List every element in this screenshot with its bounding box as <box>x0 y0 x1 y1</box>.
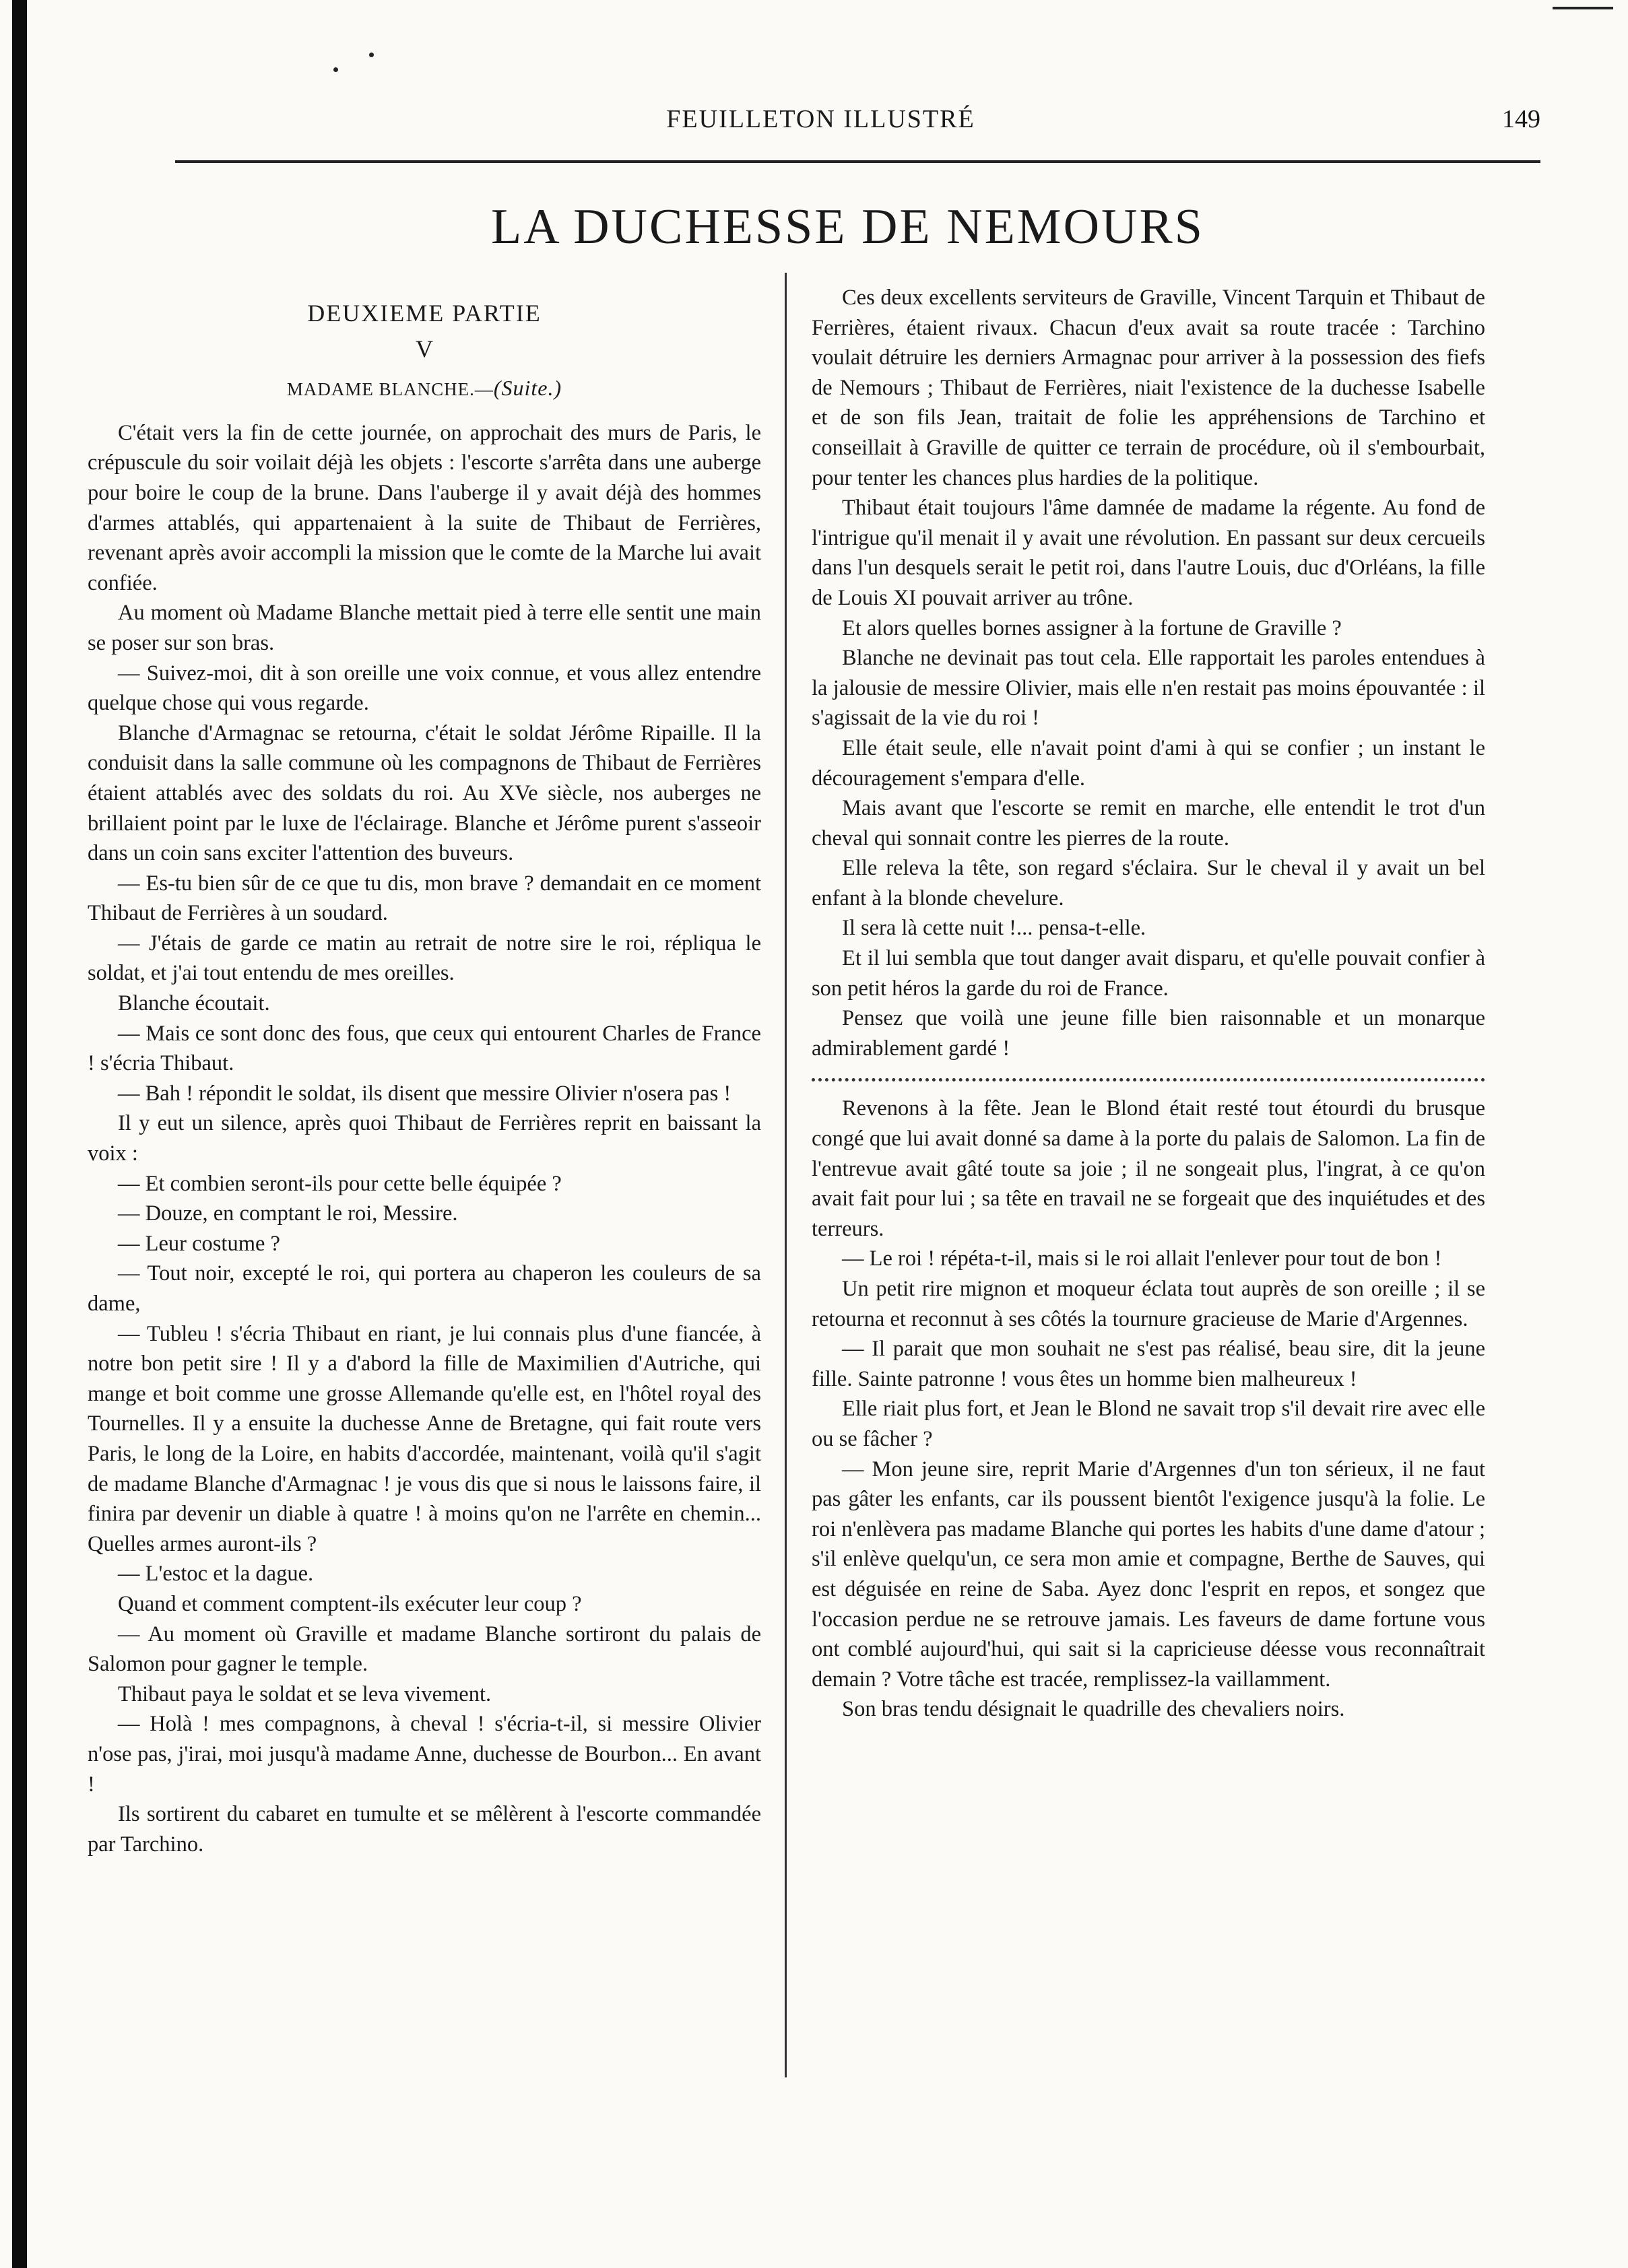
paragraph: — Douze, en comptant le roi, Messire. <box>118 1201 458 1226</box>
paragraph: Et il lui sembla que tout danger avait disparu, et qu'elle pouvait confier à son petit héros la garde du roi de France. <box>812 946 1485 1001</box>
paragraph: Il y eut un silence, après quoi Thibaut de Ferrières reprit en baissant la voix : <box>88 1111 761 1166</box>
paragraph: Revenons à la fête. Jean le Blond était resté tout étourdi du brusque congé que lui avait donné sa dame à la porte du palais de Salomon. La fin de l'entrevue avait gâté toute sa joie ; il ne songeait plus, l'ingrat, à ce qu'on avait fait pour lui ; sa tête en travail ne se forgeait que des inquiétudes et des terreurs. <box>812 1096 1485 1241</box>
paragraph: Ils sortirent du cabaret en tumulte et se mêlèrent à l'escorte commandée par Tarchino. <box>88 1802 761 1857</box>
chapter-subtitle-text: MADAME BLANCHE.— <box>286 379 494 400</box>
paragraph: Quand et comment comptent-ils exécuter leur coup ? <box>118 1591 582 1616</box>
paragraph: Pensez que voilà une jeune fille bien raisonnable et un monarque admirablement gardé ! <box>812 1006 1485 1061</box>
paragraph: C'était vers la fin de cette journée, on approchait des murs de Paris, le crépuscule du soir voilait déjà les objets : l'escorte s'arrêta dans une auberge pour boire le coup de la brune. Dans l'auberge il y avait déjà des hommes d'armes attablés, qui appartenaient à la suite de Thibaut de Ferrières, revenant après avoir accompli la mission que le comte de la Marche lui avait confiée. <box>88 420 761 595</box>
section-separator <box>812 1078 1485 1081</box>
corner-rule <box>1553 7 1613 9</box>
paragraph: — Mon jeune sire, reprit Marie d'Argennes d'un ton sérieux, il ne faut pas gâter les enfants, car ils poussent bientôt l'exigence jusqu'à la folie. Le roi n'enlèvera pas madame Blanche qui portes les habits d'une dame d'atour ; s'il enlève quelqu'un, ce sera mon amie et compagne, Berthe de Sauves, qui est déguisée en reine de Saba. Ayez donc l'esprit en repos, et songez que l'occasion perdue ne se retrouve jamais. Les faveurs de dame fortune vous ont comblé aujourd'hui, qui sait si la capricieuse déesse vous reconnaîtrait demain ? Votre tâche est tracée, remplissez-la vaillamment. <box>812 1457 1485 1692</box>
paragraph: Un petit rire mignon et moqueur éclata tout auprès de son oreille ; il se retourna et reconnut à ses côtés la tournure gracieuse de Marie d'Argennes. <box>812 1277 1485 1331</box>
chapter-subtitle <box>88 373 761 405</box>
header-rule <box>175 160 1540 163</box>
paragraph: Au moment où Madame Blanche mettait pied à terre elle sentit une main se poser sur son bras. <box>88 601 761 655</box>
paragraph: — Tubleu ! s'écria Thibaut en riant, je lui connais plus d'une fiancée, à notre bon petit sire ! Il y a d'abord la fille de Maximilien d'Autriche, qui mange et boit comme une grosse Allemande qu'elle est, en l'hôtel royal des Tournelles. Il y a ensuite la duchesse Anne de Bretagne, qui fait route vers Paris, le long de la Loire, en habits d'accordée, maintenant, voilà qu'il s'agit de madame Blanche d'Armagnac ! je vous dis que si nous le laissons faire, il finira par devenir un diable à quatre ! à moins qu'on ne l'arrête en chemin... Quelles armes auront-ils ? <box>88 1321 761 1556</box>
paragraph: — Holà ! mes compagnons, à cheval ! s'écria-t-il, si messire Olivier n'ose pas, j'irai, moi jusqu'à madame Anne, duchesse de Bourbon... En avant ! <box>88 1712 761 1797</box>
chapter-subtitle-suite: (Suite.) <box>493 376 562 401</box>
paragraph: Blanche écoutait. <box>118 991 270 1016</box>
left-column-text <box>88 418 761 1860</box>
article-title: LA DUCHESSE DE NEMOURS <box>491 199 1204 255</box>
paragraph: Elle releva la tête, son regard s'éclaira. Sur le cheval il y avait un bel enfant à la blonde chevelure. <box>812 856 1485 910</box>
paragraph: — Tout noir, excepté le roi, qui portera au chaperon les couleurs de sa dame, <box>88 1261 761 1316</box>
chapter-number: V <box>416 335 433 362</box>
paragraph: — Leur costume ? <box>118 1231 280 1256</box>
part-heading: DEUXIEME PARTIE <box>307 300 542 327</box>
right-column-text-continued <box>812 1094 1485 1724</box>
paragraph: — J'étais de garde ce matin au retrait de notre sire le roi, répliqua le soldat, et j'ai tout entendu de mes oreilles. <box>88 931 761 986</box>
paragraph: Et alors quelles bornes assigner à la fortune de Graville ? <box>842 615 1342 640</box>
left-column <box>88 286 761 1859</box>
paragraph: Elle riait plus fort, et Jean le Blond ne savait trop s'il devait rire avec elle ou se fâcher ? <box>812 1397 1485 1451</box>
paragraph: — Au moment où Graville et madame Blanche sortiront du palais de Salomon pour gagner le temple. <box>88 1622 761 1677</box>
paragraph: — Il parait que mon souhait ne s'est pas réalisé, beau sire, dit la jeune fille. Sainte patronne ! vous êtes un homme bien malheureux ! <box>812 1337 1485 1391</box>
right-column-text <box>812 283 1485 1063</box>
right-column <box>812 283 1485 1725</box>
speck <box>333 67 338 72</box>
paragraph: — Et combien seront-ils pour cette belle équipée ? <box>118 1171 562 1196</box>
paragraph: — L'estoc et la dague. <box>118 1562 314 1587</box>
paragraph: — Mais ce sont donc des fous, que ceux qui entourent Charles de France ! s'écria Thibaut. <box>88 1021 761 1076</box>
paragraph: — Es-tu bien sûr de ce que tu dis, mon brave ? demandait en ce moment Thibaut de Ferrières à un soudard. <box>88 871 761 926</box>
speck <box>369 53 374 57</box>
paragraph: Elle était seule, elle n'avait point d'ami à qui se confier ; un instant le découragement s'empara d'elle. <box>812 735 1485 791</box>
running-header <box>88 104 1540 152</box>
page-number: 149 <box>1502 105 1540 133</box>
running-title: FEUILLETON ILLUSTRÉ <box>666 105 975 133</box>
paragraph: Thibaut était toujours l'âme damnée de madame la régente. Au fond de l'intrigue qu'il menait il y avait une révolution. En passant sur deux cercueils dans l'un desquels serait le petit roi, dans l'autre Louis, duc d'Orléans, la fille de Louis XI pouvait arriver au trône. <box>812 496 1485 610</box>
paragraph: Il sera là cette nuit !... pensa-t-elle. <box>842 916 1146 941</box>
paragraph: — Suivez-moi, dit à son oreille une voix connue, et vous allez entendre quelque chose qui vous regarde. <box>88 661 761 716</box>
paragraph: — Le roi ! répéta-t-il, mais si le roi allait l'enlever pour tout de bon ! <box>842 1246 1442 1271</box>
paragraph: Son bras tendu désignait le quadrille des chevaliers noirs. <box>842 1697 1345 1722</box>
paragraph: Blanche d'Armagnac se retourna, c'était le soldat Jérôme Ripaille. Il la conduisit dans la salle commune où les compagnons de Thibaut de Ferrières étaient attablés avec des soldats du roi. Au XVe siècle, nos auberges ne brillaient point par le luxe de l'éclairage. Blanche et Jérôme purent s'asseoir dans un coin sans exciter l'attention des buveurs. <box>88 721 761 866</box>
paragraph: Mais avant que l'escorte se remit en marche, elle entendit le trot d'un cheval qui sonnait contre les pierres de la route. <box>812 796 1485 850</box>
paragraph: Ces deux excellents serviteurs de Graville, Vincent Tarquin et Thibaut de Ferrières, étaient rivaux. Chacun d'eux avait sa route tracée : Tarchino voulait détruire les derniers Armagnac pour arriver à la possession des fiefs de Nemours ; Thibaut de Ferrières, niait l'existence de la duchesse Isabelle et de son fils Jean, traitait de folie les appréhensions de Tarchino et conseillait à Graville de quitter ce terrain de procédure, où il s'embourbait, pour tenter les chances plus hardies de la politique. <box>812 286 1485 490</box>
paragraph: Thibaut paya le soldat et se leva vivement. <box>118 1681 492 1706</box>
binding-edge <box>12 0 27 2268</box>
column-divider <box>785 273 787 2077</box>
paragraph: — Bah ! répondit le soldat, ils disent que messire Olivier n'osera pas ! <box>118 1081 731 1106</box>
paragraph: Blanche ne devinait pas tout cela. Elle rapportait les paroles entendues à la jalousie de messire Olivier, mais elle n'en restait pas moins épouvantée : il s'agissait de la vie du roi ! <box>812 646 1485 731</box>
